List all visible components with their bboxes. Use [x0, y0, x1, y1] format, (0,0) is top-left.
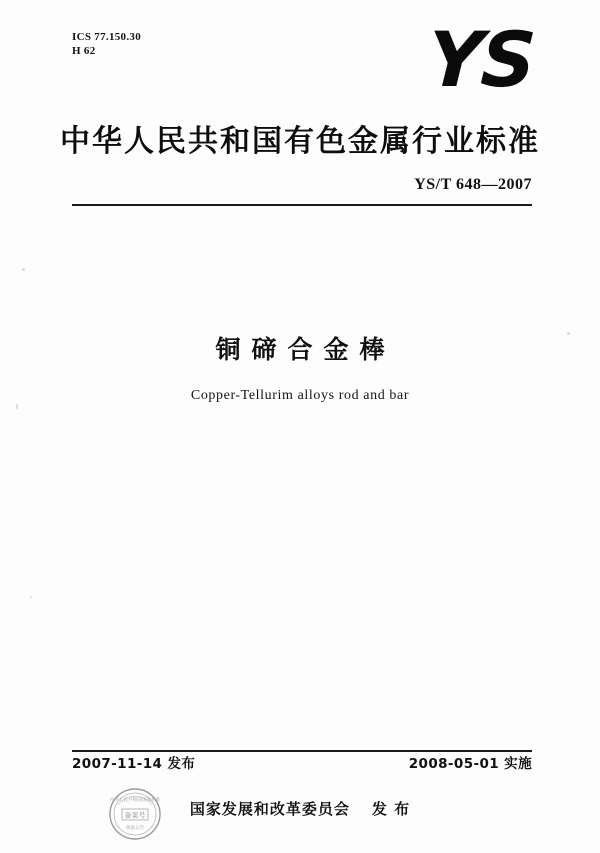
official-seal-icon	[108, 787, 162, 841]
document-title-english: Copper-Tellurim alloys rod and bar	[190, 388, 410, 403]
ys-logo: YS	[425, 15, 537, 104]
svg-text:中华人民共和国国家标准: 中华人民共和国国家标准	[109, 798, 161, 803]
issue-date: 2007-11-14 发布	[72, 756, 196, 772]
scan-speck	[567, 332, 570, 335]
svg-text:备案公告: 备案公告	[125, 826, 145, 831]
class-code: H 62	[72, 45, 96, 57]
standard-number: YS/T 648—2007	[414, 176, 532, 193]
effective-date: 2008-05-01 实施	[408, 756, 532, 772]
scan-speck	[16, 404, 18, 409]
publisher-name: 国家发展和改革委员会	[189, 800, 350, 818]
ics-code-block	[72, 30, 141, 58]
scan-speck	[30, 596, 32, 598]
svg-text:备案号: 备案号	[124, 811, 146, 820]
page-title: 中华人民共和国有色金属行业标准	[60, 124, 540, 159]
publisher-line	[0, 798, 600, 819]
document-title-chinese: 铜碲合金棒	[215, 335, 396, 364]
scan-speck	[22, 268, 25, 271]
publisher-action: 发 布	[371, 800, 411, 818]
ics-code: ICS 77.150.30	[72, 31, 141, 43]
divider-top	[72, 204, 532, 206]
